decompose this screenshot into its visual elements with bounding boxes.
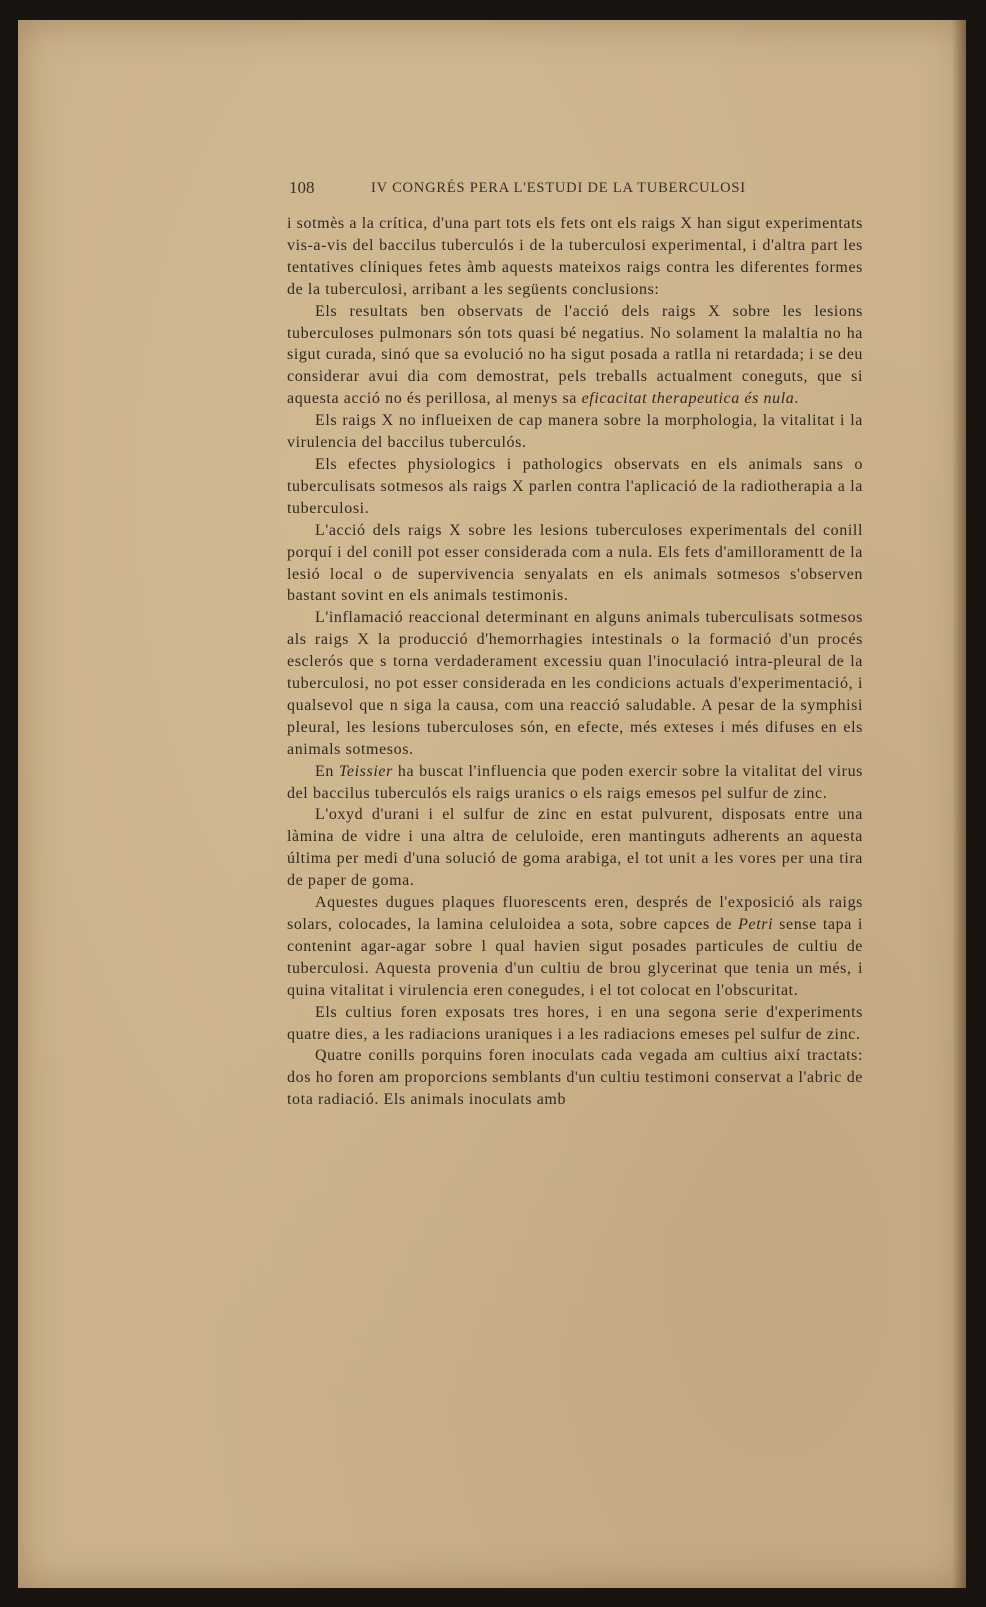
paragraph — [287, 892, 863, 1002]
text-run: Aquestes dugues plaques fluorescents eren, després de l'exposició als raigs solars, colocades, la lamina celuloidea a sota, sobre capces de — [287, 894, 863, 933]
text-run: L'inflamació reaccional determinant en alguns animals tuberculisats sotmesos als raigs X la producció d'hemorrhagies intestinals o la formació d'un procés esclerós que s torna verdaderament excessiu quan l'inoculació intra-pleural de la tuberculosi, no pot esser considerada en les condicions actuals d'experimentació, i qualsevol que n siga la causa, com una reacció saludable. A pesar de la symphisi pleural, les lesions tuberculoses són, en efecte, més exteses i més difuses en els animals sotmesos. — [287, 609, 863, 758]
text-run: Els cultius foren exposats tres hores, i en una segona serie d'experiments quatre dies, a les radiacions uraniques i a les radiacions emeses pel sulfur de zinc. — [287, 1003, 863, 1043]
text-run: L'oxyd d'urani i el sulfur de zinc en estat pulvurent, disposats entre una làmina de vidre i una altra de celuloide, eren mantinguts adherents an aquesta última per medi d'una solució de goma arabiga, el tot unit a les vores per una tira de paper de goma. — [287, 806, 863, 890]
paragraph — [287, 607, 863, 760]
text-run: Els raigs X no influeixen de cap manera sobre la morphologia, la vitalitat i la virulencia del baccilus tuberculós. — [287, 412, 863, 452]
text-run: ha buscat l'influencia que poden exercir sobre la vitalitat del virus del baccilus tuberculós els raigs uranics o els raigs emesos pel sulfur de zinc. — [287, 762, 863, 802]
paragraph — [287, 301, 863, 411]
text-run: Els efectes physiologics i pathologics observats en els animals sans o tuberculisats sotmesos als raigs X parlen contra l'aplicació de la radiotherapia a la tuberculosi. — [287, 455, 863, 517]
paragraph — [287, 804, 863, 892]
body-text — [287, 213, 863, 1111]
text-run: i sotmès a la crítica, d'una part tots els fets ont els raigs X han sigut experimentats vis-a-vis del baccilus tuberculós i de la tuberculosi experimental, i d'altra part les tentatives clíniques fetes àmb aquests mateixos raigs contra les diferentes formes de la tuberculosi, arribant a les següents conclusions: — [287, 215, 863, 298]
page-number: 108 — [289, 178, 315, 197]
paragraph — [287, 410, 863, 454]
text-run: En — [315, 762, 339, 780]
italic-text: eficacitat therapeutica és nula — [581, 390, 795, 408]
text-run: Els resultats ben observats de l'acció dels raigs X sobre les lesions tuberculoses pulmonars són tots quasi bé negatius. No solament la malaltia no ha sigut curada, sinó que sa evolució no ha sigut posada a ratlla ni retardada; i se deu considerar avui dia com demostrat, pels treballs actualment coneguts, que si aquesta acció no és perillosa, al menys sa — [287, 302, 863, 408]
text-run: sense tapa i contenint agar-agar sobre l qual havien sigut posades particules de cultiu de tuberculosi. Aquesta provenia d'un cultiu de brou glycerinat que tenia un més, i quina vitalitat i virulencia eren conegudes, i el tot colocat en l'obscuritat. — [287, 916, 863, 999]
paragraph — [287, 1002, 863, 1046]
text-run: . — [794, 390, 799, 408]
text-run: Quatre conills porquins foren inoculats cada vegada am cultius així tractats: dos ho foren am proporcions semblants d'un cultiu testimoni conservat a l'abric de tota radiació. Els animals inoculats amb — [287, 1047, 863, 1109]
italic-text: Petri — [738, 916, 774, 933]
text-run: L'acció dels raigs X sobre les lesions tuberculoses experimentals del conill porquí i del conill pot esser considerada com a nula. Els fets d'amilloramentt de la lesió local o de supervivencia senyalats en els animals sotmesos s'observen bastant sovint en els animals testimonis. — [287, 521, 863, 605]
running-title: IV CONGRÉS PERA L'ESTUDI DE LA TUBERCULOSI — [371, 180, 746, 196]
paragraph — [287, 761, 863, 805]
paragraph — [287, 1045, 863, 1111]
italic-text: Teissier — [338, 762, 393, 780]
page-edge-shadow — [952, 20, 966, 1588]
paragraph — [287, 454, 863, 520]
paragraph — [287, 520, 863, 608]
paragraph — [287, 213, 863, 301]
